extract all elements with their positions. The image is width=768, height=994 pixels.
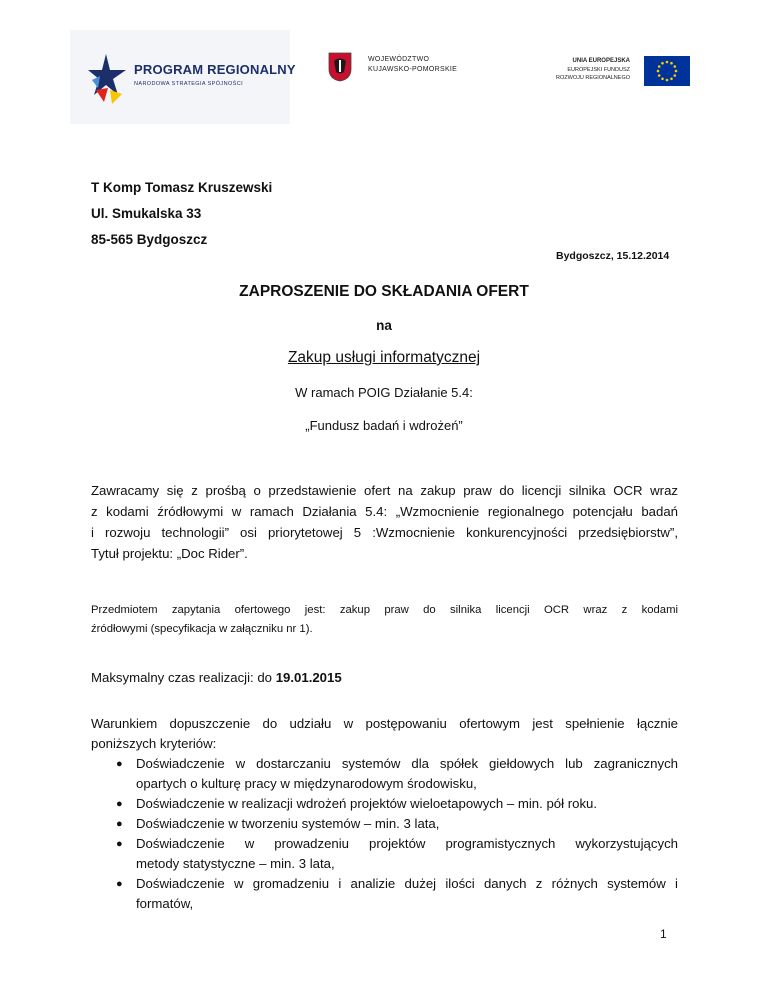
heading-subject: Zakup usługi informatycznej bbox=[287, 349, 481, 366]
eu-line1: UNIA EUROPEJSKA bbox=[572, 58, 630, 64]
heading-na: na bbox=[376, 318, 392, 333]
crest-icon bbox=[328, 52, 352, 82]
intro-line: z kodami źródłowymi w ramach Działania 5.4: „Wzmocnienie regionalnego potencjału badań bbox=[91, 504, 678, 519]
intro-line: Zawracamy się z prośbą o przedstawienie ofert na zakup praw do licencji silnika OCR wraz bbox=[91, 483, 678, 498]
page-number: 1 bbox=[660, 927, 667, 941]
heading-fund: „Fundusz badań i wdrożeń” bbox=[305, 418, 463, 433]
bullet-icon: ● bbox=[116, 818, 123, 830]
intro-line: i rozwoju technologii” osi priorytetowej 5 :Wzmocnienie konkurencyjności przedsiębiorstw”, bbox=[91, 525, 678, 540]
criteria-list bbox=[91, 734, 678, 914]
sender-street: Ul. Smukalska 33 bbox=[91, 206, 202, 221]
list-item: ● Doświadczenie w tworzeniu systemów – min. 3 lata, bbox=[91, 814, 678, 834]
list-item: ● Doświadczenie w realizacji wdrożeń projektów wieloetapowych – min. pół roku. bbox=[91, 794, 678, 814]
bullet-icon: ● bbox=[116, 838, 123, 850]
header-logos bbox=[70, 30, 690, 124]
deadline-label: Maksymalny czas realizacji: do bbox=[91, 670, 276, 685]
wojewodztwo-logo bbox=[328, 52, 478, 92]
subject-paragraph bbox=[91, 601, 678, 639]
page-title: ZAPROSZENIE DO SKŁADANIA OFERT bbox=[239, 283, 529, 300]
bullet-icon: ● bbox=[116, 878, 123, 890]
deadline-date: 19.01.2015 bbox=[275, 670, 342, 685]
subject-line: źródłowymi (specyfikacja w załączniku nr 1). bbox=[91, 623, 313, 635]
conditions-line-2: poniższych kryteriów: bbox=[91, 736, 217, 751]
program-title: PROGRAM REGIONALNY bbox=[134, 62, 296, 77]
list-item: ● Doświadczenie w gromadzeniu i analizie dużej ilości danych z różnych systemów i formatów, bbox=[116, 876, 678, 911]
document-date: Bydgoszcz, 15.12.2014 bbox=[556, 250, 670, 262]
eu-line2: EUROPEJSKI FUNDUSZ bbox=[567, 67, 630, 73]
subject-line: Przedmiotem zapytania ofertowego jest: zakup praw do silnika licencji OCR wraz z kodami bbox=[91, 604, 678, 616]
program-subtitle: NARODOWA STRATEGIA SPÓJNOŚCI bbox=[134, 81, 243, 87]
sender-name: T Komp Tomasz Kruszewski bbox=[91, 180, 273, 195]
program-star-icon bbox=[88, 50, 148, 110]
program-regionalny-logo bbox=[70, 30, 296, 124]
eu-flag-icon bbox=[644, 56, 690, 86]
list-item: ● Doświadczenie w prowadzeniu projektów programistycznych wykorzystujących metody statystyczne – min. 3 lata, bbox=[116, 836, 678, 871]
conditions-paragraph bbox=[91, 714, 678, 734]
eu-logo bbox=[526, 56, 690, 96]
intro-paragraph bbox=[91, 480, 678, 564]
sender-city: 85-565 Bydgoszcz bbox=[91, 232, 208, 247]
list-item: ● Doświadczenie w dostarczaniu systemów dla spółek giełdowych lub zagranicznych opartych o kulturę pracy w międzynarodowym środowisku, bbox=[116, 756, 678, 791]
wojewodztwo-line1: WOJEWÓDZTWO bbox=[368, 56, 430, 63]
bullet-icon: ● bbox=[116, 758, 123, 770]
heading-action: W ramach POIG Działanie 5.4: bbox=[295, 385, 473, 400]
conditions-line: Warunkiem dopuszczenie do udziału w postępowaniu ofertowym jest spełnienie łącznie bbox=[91, 716, 678, 731]
wojewodztwo-line2: KUJAWSKO-POMORSKIE bbox=[368, 66, 458, 73]
bullet-icon: ● bbox=[116, 798, 123, 810]
eu-line3: ROZWOJU REGIONALNEGO bbox=[556, 75, 630, 81]
intro-line: Tytuł projektu: „Doc Rider”. bbox=[91, 546, 248, 561]
deadline bbox=[91, 667, 678, 688]
